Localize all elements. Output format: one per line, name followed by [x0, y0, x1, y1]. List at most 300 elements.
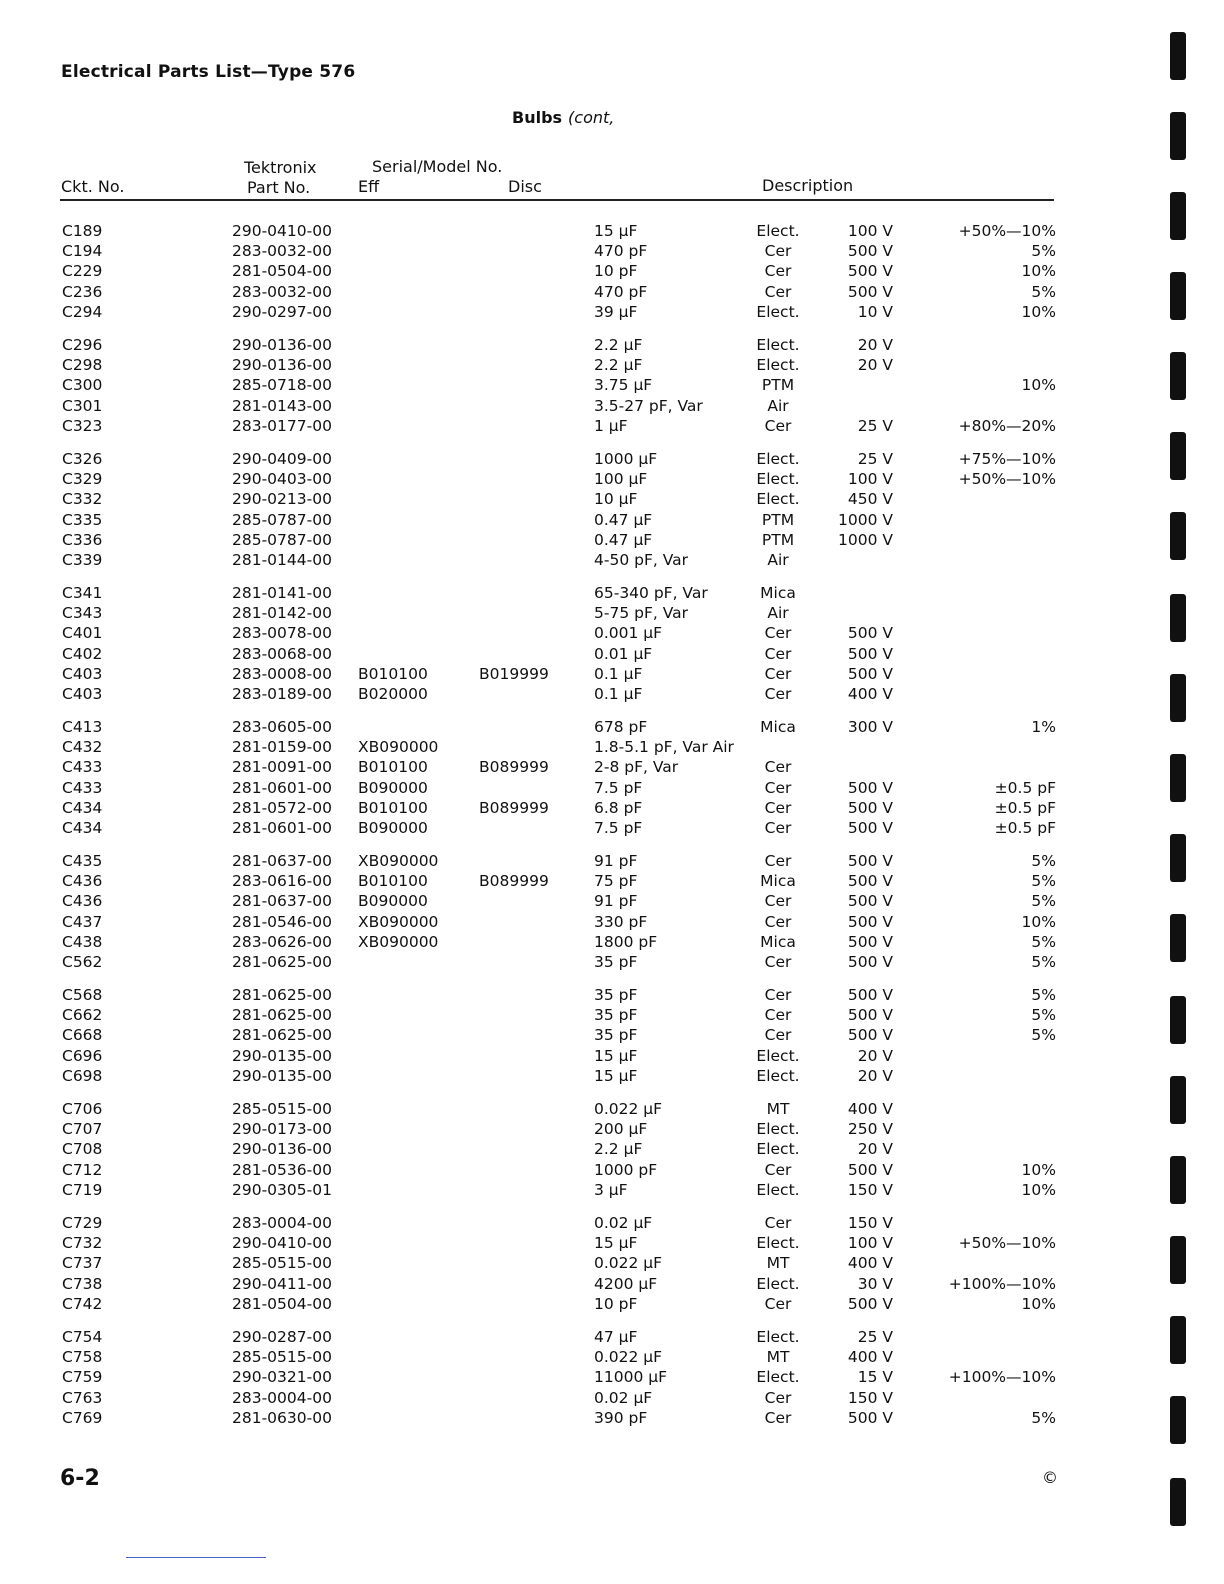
tolerance: ±0.5 pF [994, 778, 1056, 797]
voltage-rating: 25 V [857, 1328, 893, 1346]
ckt-number: C343 [62, 604, 103, 623]
section-title [512, 108, 614, 127]
value: 470 pF [594, 282, 648, 301]
value: 3 µF [594, 1180, 628, 1199]
tolerance: 5% [1031, 952, 1056, 971]
value: 7.5 pF [594, 778, 643, 797]
value: 678 pF [594, 718, 648, 736]
binding-mark [1170, 1316, 1186, 1364]
dielectric-type: Cer [764, 1160, 792, 1179]
ckt-number: C707 [62, 1120, 103, 1139]
table-row [0, 1026, 1224, 1046]
parts-group [0, 1214, 1224, 1328]
binding-mark [1170, 272, 1186, 320]
part-number: 283-0177-00 [232, 416, 332, 435]
dielectric-type: Elect. [756, 1046, 800, 1065]
table-row [0, 1067, 1224, 1087]
part-number: 281-0536-00 [232, 1160, 332, 1179]
serial-eff: XB090000 [358, 932, 439, 951]
part-number: 290-0136-00 [232, 1140, 332, 1159]
voltage-rating: 30 V [857, 1274, 893, 1293]
part-number: 290-0173-00 [232, 1120, 332, 1139]
value: 7.5 pF [594, 818, 643, 837]
binding-mark [1170, 1156, 1186, 1204]
value: 91 pF [594, 892, 638, 911]
ckt-number: C189 [62, 222, 103, 240]
value: 4200 µF [594, 1274, 658, 1293]
voltage-rating: 500 V [847, 818, 893, 837]
table-row [0, 450, 1224, 470]
ckt-number: C759 [62, 1368, 103, 1387]
ckt-number: C301 [62, 396, 103, 415]
table-row [0, 665, 1224, 685]
table-row [0, 645, 1224, 665]
dielectric-type: MT [766, 1254, 790, 1273]
tolerance: 5% [1031, 872, 1056, 891]
voltage-rating: 500 V [847, 912, 893, 931]
dielectric-type: Cer [764, 852, 792, 870]
voltage-rating: 500 V [847, 1026, 893, 1045]
value: 2.2 µF [594, 1140, 643, 1159]
voltage-rating: 500 V [847, 644, 893, 663]
part-number: 285-0515-00 [232, 1254, 332, 1273]
ckt-number: C434 [62, 798, 103, 817]
dielectric-type: Cer [764, 1294, 792, 1313]
ckt-number: C763 [62, 1388, 103, 1407]
table-row [0, 604, 1224, 624]
ckt-number: C769 [62, 1408, 103, 1427]
part-number: 283-0032-00 [232, 282, 332, 301]
part-number: 281-0637-00 [232, 852, 332, 870]
table-row [0, 1100, 1224, 1120]
parts-group [0, 450, 1224, 584]
part-number: 285-0515-00 [232, 1348, 332, 1367]
value: 0.1 µF [594, 664, 643, 683]
value: 1800 pF [594, 932, 658, 951]
table-row [0, 584, 1224, 604]
voltage-rating: 1000 V [838, 530, 893, 549]
serial-eff: B090000 [358, 818, 428, 837]
table-row [0, 1214, 1224, 1234]
serial-eff: B010100 [358, 758, 428, 777]
ckt-number: C401 [62, 624, 103, 643]
voltage-rating: 400 V [847, 1254, 893, 1273]
voltage-rating: 400 V [847, 684, 893, 703]
table-row [0, 417, 1224, 437]
ckt-number: C438 [62, 932, 103, 951]
ckt-number: C402 [62, 644, 103, 663]
table-row [0, 738, 1224, 758]
ckt-number: C719 [62, 1180, 103, 1199]
tolerance: 5% [1031, 242, 1056, 261]
table-row [0, 1368, 1224, 1388]
header-rule [60, 199, 1054, 201]
table-row [0, 624, 1224, 644]
dielectric-type: Elect. [756, 1180, 800, 1199]
ckt-number: C341 [62, 584, 103, 602]
value: 3.5-27 pF, Var [594, 396, 703, 415]
table-row [0, 953, 1224, 973]
voltage-rating: 100 V [847, 1234, 893, 1253]
part-number: 281-0141-00 [232, 584, 332, 602]
value: 2.2 µF [594, 336, 643, 354]
ckt-number: C729 [62, 1214, 103, 1232]
ckt-number: C437 [62, 912, 103, 931]
ckt-number: C737 [62, 1254, 103, 1273]
serial-eff: B010100 [358, 798, 428, 817]
value: 39 µF [594, 302, 638, 321]
dielectric-type: Mica [760, 872, 796, 891]
table-row [0, 1140, 1224, 1160]
tolerance: ±0.5 pF [994, 798, 1056, 817]
value: 1000 pF [594, 1160, 658, 1179]
binding-mark [1170, 512, 1186, 560]
dielectric-type: Elect. [756, 222, 800, 240]
voltage-rating: 500 V [847, 1294, 893, 1313]
dielectric-type: Elect. [756, 356, 800, 375]
voltage-rating: 500 V [847, 932, 893, 951]
table-row [0, 551, 1224, 571]
part-number: 281-0504-00 [232, 1294, 332, 1313]
dielectric-type: Cer [764, 282, 792, 301]
table-row [0, 490, 1224, 510]
tolerance: 10% [1021, 1160, 1056, 1179]
binding-mark [1170, 1236, 1186, 1284]
ckt-number: C403 [62, 684, 103, 703]
value: 6.8 pF [594, 798, 643, 817]
table-row [0, 758, 1224, 778]
voltage-rating: 20 V [857, 1066, 893, 1085]
dielectric-type: Mica [760, 932, 796, 951]
dielectric-type: Cer [764, 778, 792, 797]
ckt-number: C300 [62, 376, 103, 395]
value: 200 µF [594, 1120, 648, 1139]
parts-group [0, 336, 1224, 450]
ckt-number: C738 [62, 1274, 103, 1293]
part-number: 281-0159-00 [232, 738, 332, 757]
parts-group [0, 222, 1224, 336]
part-number: 281-0637-00 [232, 892, 332, 911]
ckt-number: C335 [62, 510, 103, 529]
tolerance: 1% [1031, 718, 1056, 736]
serial-eff: B090000 [358, 778, 428, 797]
ckt-number: C696 [62, 1046, 103, 1065]
table-row [0, 933, 1224, 953]
part-number: 281-0625-00 [232, 1006, 332, 1025]
table-row [0, 283, 1224, 303]
tolerance: 10% [1021, 1294, 1056, 1313]
voltage-rating: 400 V [847, 1100, 893, 1118]
ckt-number: C339 [62, 550, 103, 569]
part-number: 281-0143-00 [232, 396, 332, 415]
dielectric-type: Elect. [756, 1140, 800, 1159]
table-row [0, 892, 1224, 912]
voltage-rating: 100 V [847, 222, 893, 240]
voltage-rating: 500 V [847, 282, 893, 301]
table-row [0, 1295, 1224, 1315]
value: 91 pF [594, 852, 638, 870]
value: 0.47 µF [594, 530, 653, 549]
voltage-rating: 500 V [847, 1408, 893, 1427]
ckt-number: C194 [62, 242, 103, 261]
voltage-rating: 500 V [847, 664, 893, 683]
part-number: 290-0135-00 [232, 1066, 332, 1085]
dielectric-type: Elect. [756, 302, 800, 321]
serial-disc: B089999 [479, 798, 549, 817]
binding-marks [1170, 0, 1194, 1584]
table-row [0, 1047, 1224, 1067]
dielectric-type: Mica [760, 584, 796, 602]
table-row [0, 242, 1224, 262]
voltage-rating: 250 V [847, 1120, 893, 1139]
tolerance: 10% [1021, 376, 1056, 395]
serial-eff: B090000 [358, 892, 428, 911]
parts-group [0, 584, 1224, 718]
ckt-number: C562 [62, 952, 103, 971]
value: 1000 µF [594, 450, 658, 468]
column-header-serial-model: Serial/Model No. [372, 157, 503, 176]
dielectric-type: Air [767, 550, 789, 569]
voltage-rating: 20 V [857, 356, 893, 375]
column-header-ckt: Ckt. No. [61, 177, 125, 196]
tolerance: 5% [1031, 932, 1056, 951]
parts-group [0, 986, 1224, 1100]
scan-artifact-line [126, 1557, 266, 1558]
tolerance: 10% [1021, 302, 1056, 321]
part-number: 290-0409-00 [232, 450, 332, 468]
voltage-rating: 500 V [847, 986, 893, 1004]
ckt-number: C706 [62, 1100, 103, 1118]
column-header-disc: Disc [508, 177, 542, 196]
tolerance: +75%—10% [958, 450, 1056, 468]
part-number: 290-0410-00 [232, 1234, 332, 1253]
dielectric-type: MT [766, 1348, 790, 1367]
value: 15 µF [594, 222, 638, 240]
table-row [0, 1328, 1224, 1348]
table-row [0, 1234, 1224, 1254]
binding-mark [1170, 112, 1186, 160]
binding-mark [1170, 594, 1186, 642]
part-number: 281-0601-00 [232, 778, 332, 797]
value: 47 µF [594, 1328, 638, 1346]
dielectric-type: Cer [764, 1388, 792, 1407]
parts-group [0, 1328, 1224, 1442]
ckt-number: C329 [62, 470, 103, 489]
part-number: 281-0572-00 [232, 798, 332, 817]
column-header-tektronix: Tektronix [244, 158, 317, 177]
value: 390 pF [594, 1408, 648, 1427]
tolerance: 10% [1021, 1180, 1056, 1199]
parts-group [0, 718, 1224, 852]
dielectric-type: Cer [764, 758, 792, 777]
part-number: 281-0504-00 [232, 262, 332, 281]
ckt-number: C742 [62, 1294, 103, 1313]
page-header-title: Electrical Parts List—Type 576 [61, 62, 356, 82]
table-row [0, 303, 1224, 323]
voltage-rating: 500 V [847, 952, 893, 971]
ckt-number: C712 [62, 1160, 103, 1179]
table-row [0, 1181, 1224, 1201]
column-header-eff: Eff [358, 177, 380, 196]
value: 35 pF [594, 986, 638, 1004]
part-number: 285-0787-00 [232, 530, 332, 549]
table-row [0, 356, 1224, 376]
tolerance: 5% [1031, 1006, 1056, 1025]
ckt-number: C336 [62, 530, 103, 549]
value: 15 µF [594, 1046, 638, 1065]
ckt-number: C708 [62, 1140, 103, 1159]
ckt-number: C662 [62, 1006, 103, 1025]
value: 470 pF [594, 242, 648, 261]
dielectric-type: Cer [764, 1026, 792, 1045]
table-row [0, 376, 1224, 396]
value: 35 pF [594, 1006, 638, 1025]
serial-eff: XB090000 [358, 852, 439, 870]
dielectric-type: PTM [761, 510, 795, 529]
ckt-number: C326 [62, 450, 103, 468]
ckt-number: C323 [62, 416, 103, 435]
table-row [0, 397, 1224, 417]
voltage-rating: 500 V [847, 852, 893, 870]
value: 1 µF [594, 416, 628, 435]
dielectric-type: PTM [761, 376, 795, 395]
dielectric-type: MT [766, 1100, 790, 1118]
voltage-rating: 300 V [847, 718, 893, 736]
ckt-number: C754 [62, 1328, 103, 1346]
value: 15 µF [594, 1234, 638, 1253]
tolerance: +100%—10% [948, 1368, 1056, 1387]
dielectric-type: Cer [764, 262, 792, 281]
voltage-rating: 450 V [847, 490, 893, 509]
ckt-number: C298 [62, 356, 103, 375]
dielectric-type: Cer [764, 664, 792, 683]
ckt-number: C236 [62, 282, 103, 301]
part-number: 290-0305-01 [232, 1180, 332, 1199]
tolerance: +80%—20% [958, 416, 1056, 435]
voltage-rating: 500 V [847, 872, 893, 891]
part-number: 290-0297-00 [232, 302, 332, 321]
value: 0.022 µF [594, 1348, 663, 1367]
voltage-rating: 500 V [847, 892, 893, 911]
table-row [0, 685, 1224, 705]
table-row [0, 1006, 1224, 1026]
part-number: 281-0144-00 [232, 550, 332, 569]
tolerance: +100%—10% [948, 1274, 1056, 1293]
value: 35 pF [594, 1026, 638, 1045]
value: 10 pF [594, 262, 638, 281]
dielectric-type: Cer [764, 242, 792, 261]
serial-eff: B020000 [358, 684, 428, 703]
table-row [0, 852, 1224, 872]
value: 0.022 µF [594, 1254, 663, 1273]
voltage-rating: 20 V [857, 336, 893, 354]
part-number: 290-0287-00 [232, 1328, 332, 1346]
ckt-number: C433 [62, 778, 103, 797]
part-number: 283-0008-00 [232, 664, 332, 683]
tolerance: ±0.5 pF [994, 818, 1056, 837]
part-number: 290-0213-00 [232, 490, 332, 509]
dielectric-type: Cer [764, 1214, 792, 1232]
dielectric-type: Cer [764, 986, 792, 1004]
ckt-number: C668 [62, 1026, 103, 1045]
value: 0.02 µF [594, 1214, 653, 1232]
binding-mark [1170, 834, 1186, 882]
part-number: 283-0605-00 [232, 718, 332, 736]
dielectric-type: Cer [764, 892, 792, 911]
tolerance: +50%—10% [958, 222, 1056, 240]
table-row [0, 531, 1224, 551]
tolerance: +50%—10% [958, 470, 1056, 489]
serial-eff: XB090000 [358, 912, 439, 931]
voltage-rating: 150 V [847, 1180, 893, 1199]
voltage-rating: 500 V [847, 778, 893, 797]
serial-eff: B010100 [358, 664, 428, 683]
ckt-number: C732 [62, 1234, 103, 1253]
voltage-rating: 15 V [857, 1368, 893, 1387]
value: 0.1 µF [594, 684, 643, 703]
table-row [0, 1254, 1224, 1274]
ckt-number: C568 [62, 986, 103, 1004]
table-row [0, 1161, 1224, 1181]
ckt-number: C413 [62, 718, 103, 736]
dielectric-type: Cer [764, 624, 792, 643]
table-row [0, 718, 1224, 738]
serial-disc: B089999 [479, 872, 549, 891]
dielectric-type: PTM [761, 530, 795, 549]
table-row [0, 511, 1224, 531]
serial-eff: B010100 [358, 872, 428, 891]
column-header-description: Description [762, 176, 854, 195]
value: 4-50 pF, Var [594, 550, 688, 569]
tolerance: +50%—10% [958, 1234, 1056, 1253]
parts-group [0, 1100, 1224, 1214]
value: 0.001 µF [594, 624, 663, 643]
part-number: 285-0787-00 [232, 510, 332, 529]
voltage-rating: 150 V [847, 1214, 893, 1232]
binding-mark [1170, 32, 1186, 80]
binding-mark [1170, 352, 1186, 400]
table-row [0, 1275, 1224, 1295]
ckt-number: C294 [62, 302, 103, 321]
tolerance: 5% [1031, 282, 1056, 301]
voltage-rating: 500 V [847, 1160, 893, 1179]
value: 35 pF [594, 952, 638, 971]
binding-mark [1170, 674, 1186, 722]
part-number: 281-0142-00 [232, 604, 332, 623]
part-number: 281-0625-00 [232, 986, 332, 1004]
part-number: 283-0004-00 [232, 1388, 332, 1407]
dielectric-type: Elect. [756, 1234, 800, 1253]
dielectric-type: Cer [764, 912, 792, 931]
voltage-rating: 500 V [847, 242, 893, 261]
value: 0.02 µF [594, 1388, 653, 1407]
binding-mark [1170, 1396, 1186, 1444]
page-number: 6-2 [60, 1466, 100, 1491]
part-number: 281-0625-00 [232, 952, 332, 971]
part-number: 285-0515-00 [232, 1100, 332, 1118]
voltage-rating: 10 V [857, 302, 893, 321]
dielectric-type: Elect. [756, 1120, 800, 1139]
dielectric-type: Cer [764, 952, 792, 971]
serial-eff: XB090000 [358, 738, 439, 757]
binding-mark [1170, 914, 1186, 962]
table-row [0, 819, 1224, 839]
dielectric-type: Elect. [756, 470, 800, 489]
dielectric-type: Elect. [756, 490, 800, 509]
part-number: 283-0626-00 [232, 932, 332, 951]
ckt-number: C403 [62, 664, 103, 683]
value: 0.47 µF [594, 510, 653, 529]
